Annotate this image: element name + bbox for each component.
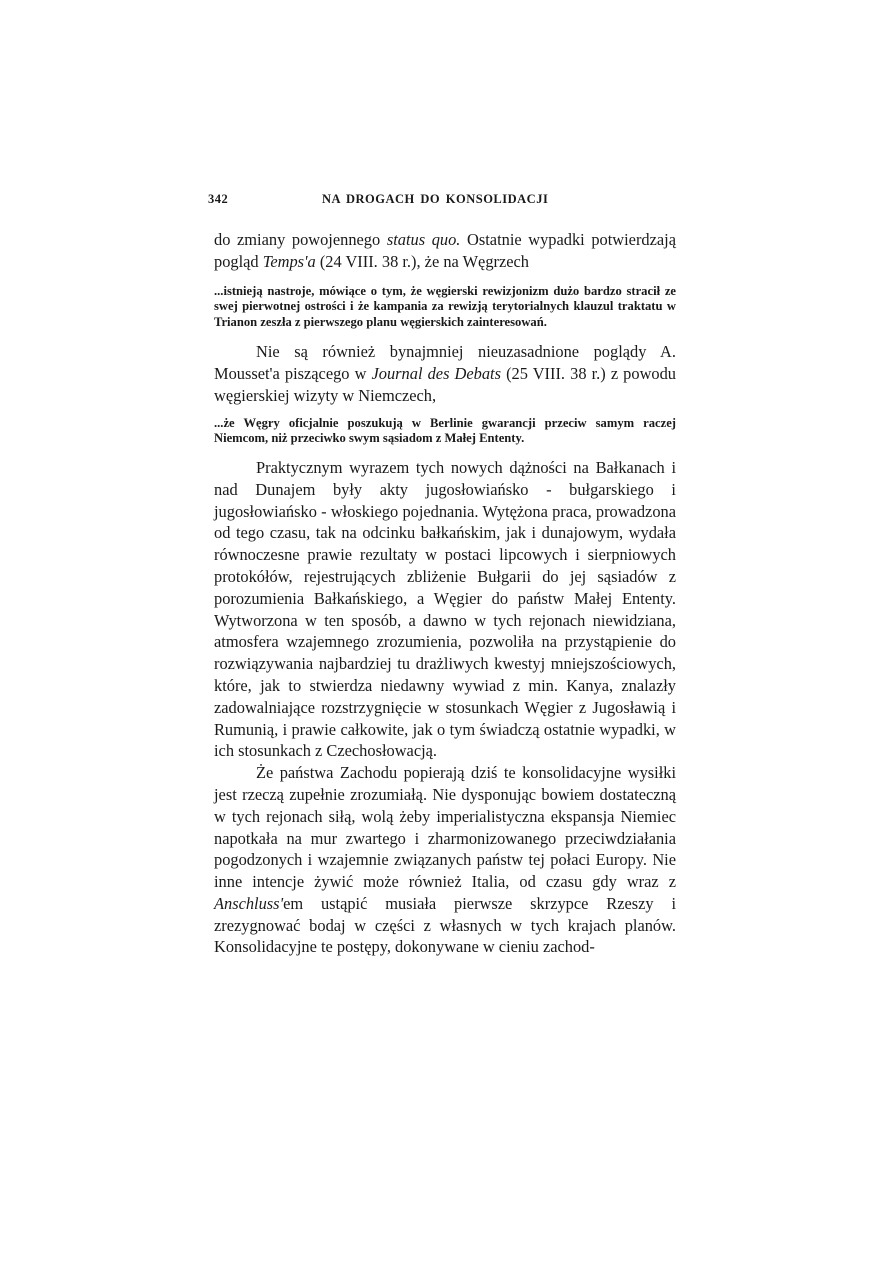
paragraph-4-italic-anschluss: Anschluss' <box>214 893 284 913</box>
paragraph-1-text-e: (24 VIII. 38 r.), że na Węgrzech <box>315 251 530 271</box>
paragraph-2 <box>214 341 676 406</box>
paragraph-3: Praktycznym wyrazem tych nowych dążności na Bałkanach i nad Dunajem były akty jugosłowiańsko - bułgarskiego i jugosłowiańsko - włoskiego pojednania. Wytężona praca, prowadzona od tego czasu, tak na odcinku bałkańskim, jak i dunajowym, wydała równoczesne prawie rezultaty w postaci lipcowych i sierpniowych protokółów, rejestrujących zbliżenie Bułgarii do jej sąsiadów z porozumienia Bałkańskiego, a Węgier do państw Małej Ententy. Wytworzona w ten sposób, a dawno w tych rejonach niewidziana, atmosfera wzajemnego zrozumienia, pozwoliła na przystąpienie do rozwiązywania najbardziej tu drażliwych kwestyj mniejszościowych, które, jak to stwierdza niedawny wywiad z min. Kanya, znalazły zadowalniające rozstrzygnięcie w stosunkach Węgier z Jugosławią i Rumunią, i prawie całkowite, jak o tym świadczą ostatnie wypadki, w ich stosunkach z Czechosłowacją. <box>214 457 676 761</box>
running-title: NA DROGACH DO KONSOLIDACJI <box>322 192 549 206</box>
paragraph-1-text-a: do zmiany powojennego <box>214 230 387 249</box>
paragraph-4 <box>214 762 676 958</box>
block-quote-2: ...że Węgry oficjalnie poszukują w Berlinie gwarancji przeciw samym raczej Niemcom, niż przeciwko swym sąsiadom z Małej Ententy. <box>214 415 676 446</box>
paragraph-1-italic-status-quo: status quo. <box>386 230 461 249</box>
paragraph-2-italic-journal: Journal des Debats <box>371 364 501 384</box>
page-number: 342 <box>208 192 229 206</box>
paragraph-1-text-c: Ostatnie wypadki potwierdzają pogląd <box>214 230 676 271</box>
paragraph-4-text-c: em ustąpić musiała pierwsze skrzypce Rzeszy i zrezygnować bodaj w części z własnych w tych krajach planów. Konsolidacyjne te postępy, dokonywane w cieniu zachod- <box>214 893 676 957</box>
book-page <box>208 188 676 958</box>
paragraph-1 <box>214 229 676 273</box>
paragraph-2-text-c: (25 VIII. 38 r.) z powodu węgierskiej wizyty w Niemczech, <box>214 364 676 405</box>
paragraph-1-italic-temps: Temps'a <box>262 251 316 271</box>
paragraph-4-text-a: Że państwa Zachodu popierają dziś te konsolidacyjne wysiłki jest rzeczą zupełnie zrozumiałą. Nie dysponując bowiem dostateczną w tych rejonach siłą, wolą żeby imperialistyczna ekspansja Niemiec napotkała na mur zwartego i zharmonizowanego przeciwdziałania pogodzonych i wzajemnie związanych państw tej połaci Europy. Nie inne intencje żywić może również Italia, od czasu gdy wraz z <box>214 763 676 892</box>
block-quote-1: ...istnieją nastroje, mówiące o tym, że węgierski rewizjonizm dużo bardzo stracił ze swej pierwotnej ostrości i że kampania za rewizją terytorialnych klauzul traktatu w Trianon zeszła z pierwszego planu węgierskich zainteresowań. <box>214 283 676 329</box>
paragraph-2-text-a: Nie są również bynajmniej nieuzasadnione poglądy A. Mousset'a piszącego w <box>214 342 676 384</box>
running-head <box>208 188 676 214</box>
